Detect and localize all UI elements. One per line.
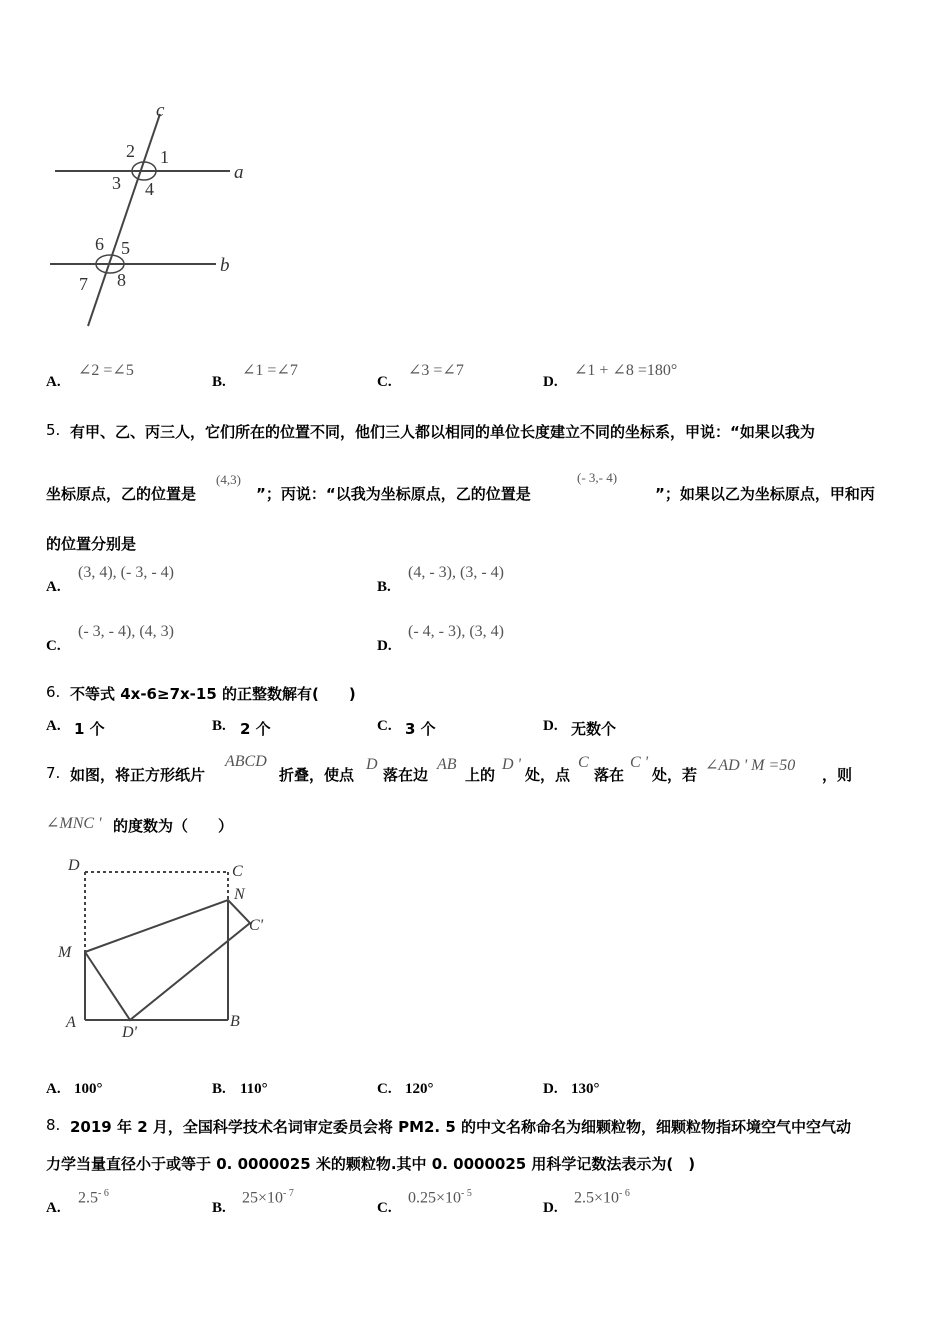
option-letter: D. — [543, 718, 558, 734]
inline-math: (4,3) — [216, 472, 241, 487]
option-letter: A. — [46, 579, 61, 595]
option-math: ∠1 + ∠8 =180° — [574, 362, 678, 379]
option-letter: C. — [377, 374, 392, 390]
question-number: 6. — [46, 683, 61, 701]
option-letter: D. — [543, 374, 558, 390]
option-text: 3 个 — [405, 720, 436, 738]
inline-math: (- 3,- 4) — [577, 470, 618, 485]
label-7: 7 — [79, 274, 88, 294]
question-text: 处，若 — [652, 766, 698, 784]
option-math: ∠1 =∠7 — [242, 362, 298, 379]
label-D-prime: D' — [122, 1024, 137, 1041]
option-letter: B. — [212, 374, 226, 390]
option-letter: D. — [543, 1081, 558, 1097]
option-math: (- 4, - 3), (3, 4) — [408, 623, 504, 640]
question-text: 不等式 4x-6≥7x-15 的正整数解有( ) — [70, 685, 356, 703]
question-text: 力学当量直径小于或等于 0. 0000025 米的颗粒物.其中 0. 0000025 用科学记数法表示为( ) — [46, 1155, 696, 1173]
option-text: 2 个 — [240, 720, 271, 738]
label-C-prime: C' — [249, 917, 264, 934]
label-C: C — [232, 863, 243, 880]
question-text: ”；丙说：“以我为坐标原点，乙的位置是 — [256, 485, 531, 503]
question-text: ，则 — [822, 766, 853, 784]
question-text: ”；如果以乙为坐标原点，甲和丙 — [655, 485, 875, 503]
label-D: D — [68, 857, 80, 874]
option-letter: C. — [377, 718, 392, 734]
option-math: (3, 4), (- 3, - 4) — [78, 564, 174, 581]
label-3: 3 — [112, 173, 121, 193]
inline-math: C ' — [630, 754, 649, 771]
option-letter: B. — [212, 718, 226, 734]
label-M: M — [58, 944, 72, 961]
option-letter: B. — [212, 1200, 226, 1216]
option-letter: C. — [377, 1200, 392, 1216]
option-letter: A. — [46, 1200, 61, 1216]
option-text: 无数个 — [571, 720, 617, 738]
question-text: 坐标原点，乙的位置是 — [46, 485, 197, 503]
option-letter: A. — [46, 374, 61, 390]
option-text: 1 个 — [74, 720, 105, 738]
question-number: 5. — [46, 421, 61, 439]
option-text: 120° — [405, 1081, 434, 1097]
inline-math: ∠MNC ' — [46, 815, 102, 832]
inline-math: AB — [437, 756, 457, 773]
question-text: 上的 — [465, 766, 496, 784]
label-A: A — [66, 1014, 76, 1031]
label-8: 8 — [117, 270, 126, 290]
question-number: 8. — [46, 1116, 61, 1134]
option-letter: A. — [46, 1081, 61, 1097]
label-c: c — [156, 100, 165, 121]
question-text: 折叠，使点 — [279, 766, 355, 784]
label-2: 2 — [126, 141, 135, 161]
question-text: 处，点 — [525, 766, 571, 784]
option-letter: C. — [46, 638, 61, 654]
option-math: $2.5^{- 6}$ — [78, 1188, 109, 1207]
label-B: B — [230, 1013, 240, 1030]
option-math: $2.5\times 10^{- 6}$ — [574, 1188, 630, 1207]
folded-part — [85, 900, 250, 1020]
option-math: (4, - 3), (3, - 4) — [408, 564, 504, 581]
question-text: 落在 — [594, 766, 625, 784]
inline-math: D ' — [502, 756, 521, 773]
label-1: 1 — [160, 147, 169, 167]
question-text: 2019 年 2 月，全国科学技术名词审定委员会将 PM2. 5 的中文名称命名为细颗粒物，细颗粒物指环境空气中空气动 — [70, 1118, 852, 1136]
option-letter: D. — [543, 1200, 558, 1216]
question-text: 的位置分别是 — [46, 535, 137, 553]
option-text: 110° — [240, 1081, 268, 1097]
question-text: 有甲、乙、丙三人，它们所在的位置不同，他们三人都以相同的单位长度建立不同的坐标系，甲说：“如果以我为 — [70, 423, 815, 441]
line-c — [88, 114, 160, 326]
option-letter: A. — [46, 718, 61, 734]
option-text: 130° — [571, 1081, 600, 1097]
parallel-lines-figure — [40, 100, 260, 335]
option-text: 100° — [74, 1081, 103, 1097]
question-text: 落在边 — [383, 766, 429, 784]
inline-math: ABCD — [225, 753, 267, 770]
option-math: ∠3 =∠7 — [408, 362, 464, 379]
inline-math: ∠AD ' M =50 — [705, 757, 796, 774]
label-b: b — [220, 255, 230, 276]
label-N: N — [234, 886, 245, 903]
label-a: a — [234, 162, 244, 183]
option-letter: D. — [377, 638, 392, 654]
option-letter: C. — [377, 1081, 392, 1097]
option-letter: B. — [377, 579, 391, 595]
option-math: $25\times 10^{- 7}$ — [242, 1188, 294, 1207]
option-math: ∠2 =∠5 — [78, 362, 134, 379]
inline-math: C — [578, 754, 589, 771]
inline-math: D — [366, 756, 378, 773]
label-4: 4 — [145, 179, 154, 199]
question-number: 7. — [46, 764, 61, 782]
option-math: $0.25\times 10^{- 5}$ — [408, 1188, 472, 1207]
option-letter: B. — [212, 1081, 226, 1097]
label-5: 5 — [121, 238, 130, 258]
option-math: (- 3, - 4), (4, 3) — [78, 623, 174, 640]
question-text: 如图，将正方形纸片 — [70, 766, 206, 784]
label-6: 6 — [95, 234, 104, 254]
question-text: 的度数为（ ） — [113, 817, 234, 835]
folded-square-figure — [50, 850, 280, 1050]
